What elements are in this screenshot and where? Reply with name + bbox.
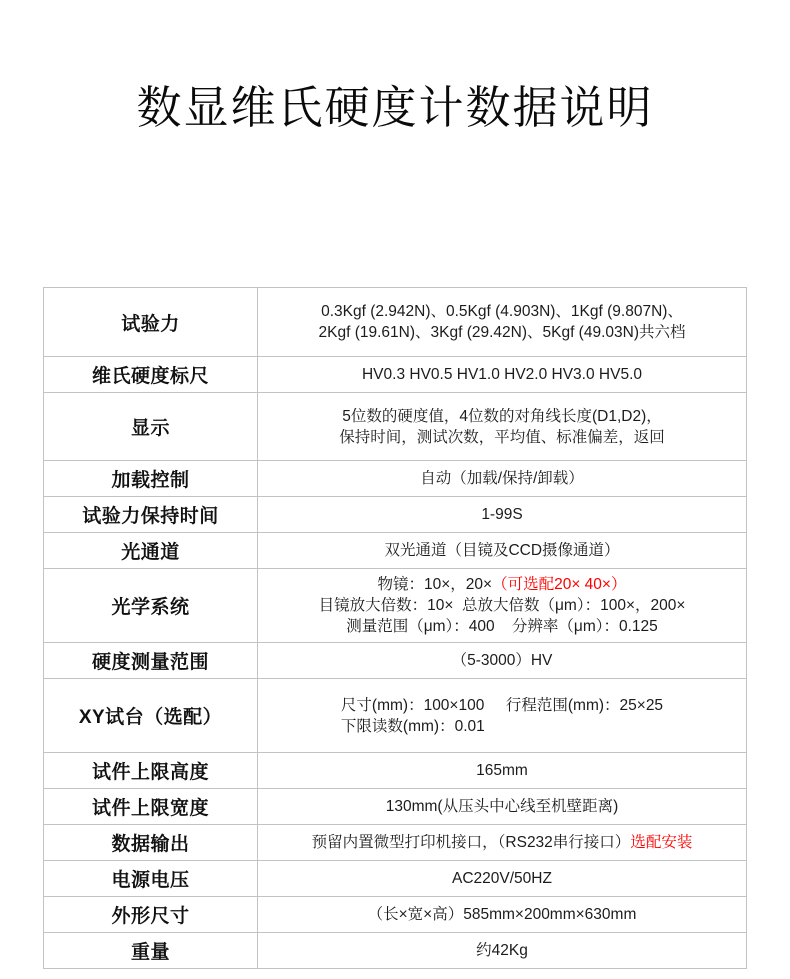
- spec-value: [258, 933, 746, 968]
- table-row: [44, 896, 746, 932]
- spec-label: 试件上限宽度: [44, 789, 258, 824]
- spec-label: 光通道: [44, 533, 258, 568]
- spec-label: 显示: [44, 393, 258, 460]
- table-row: [44, 824, 746, 860]
- page-title: 数显维氏硬度计数据说明: [136, 82, 654, 133]
- spec-value: [258, 569, 746, 642]
- spec-value-text: [319, 574, 686, 637]
- table-row: [44, 788, 746, 824]
- spec-value: [258, 897, 746, 932]
- spec-value-text: [312, 832, 693, 853]
- spec-label: 试验力: [44, 288, 258, 356]
- spec-label: 重量: [44, 933, 258, 968]
- spec-value: [258, 789, 746, 824]
- spec-value-segment: 预留内置微型打印机接口，（RS232串行接口）: [311, 834, 631, 851]
- spec-value-segment: （5-3000）HV: [451, 652, 553, 669]
- optional-config-highlight: （可选配20× 40×）: [492, 576, 627, 593]
- spec-value: [258, 533, 746, 568]
- spec-value-text: [384, 540, 619, 561]
- spec-value-segment: 自动（加载/保持/卸载）: [420, 470, 584, 487]
- spec-value-text: [339, 406, 665, 448]
- spec-value-segment: 下限读数(mm)：0.01: [340, 717, 485, 735]
- spec-value-text: [420, 468, 584, 489]
- table-row: [44, 288, 746, 356]
- spec-value-segment: 目镜放大倍数：10× 总放大倍数（μm）：100×，200×: [318, 597, 686, 614]
- spec-value: [258, 497, 746, 532]
- spec-value-segment: HV0.3 HV0.5 HV1.0 HV2.0 HV3.0 HV5.0: [361, 366, 642, 383]
- spec-sheet: [0, 82, 790, 979]
- table-row: [44, 532, 746, 568]
- spec-table: [43, 287, 747, 969]
- spec-value-segment: 保持时间，测试次数，平均值、标准偏差，返回: [339, 428, 665, 446]
- table-row: [44, 678, 746, 752]
- spec-label: 维氏硬度标尺: [44, 357, 258, 392]
- table-row: [44, 460, 746, 496]
- table-row: [44, 392, 746, 460]
- spec-label: 数据输出: [44, 825, 258, 860]
- spec-value-text: [368, 904, 637, 925]
- table-row: [44, 860, 746, 896]
- table-row: [44, 932, 746, 968]
- spec-value-segment: 2Kgf (19.61N)、3Kgf (29.42N)、5Kgf (49.03N)共六档: [318, 324, 686, 341]
- spec-value-text: [476, 940, 528, 961]
- spec-value-segment: 约42Kg: [476, 942, 528, 959]
- table-row: [44, 568, 746, 642]
- spec-value-segment: 双光通道（目镜及CCD摄像通道）: [384, 542, 620, 559]
- spec-value-segment: 0.3Kgf (2.942N)、0.5Kgf (4.903N)、1Kgf (9.807N)、: [321, 303, 683, 320]
- spec-value: [258, 357, 746, 392]
- spec-value-segment: 1-99S: [481, 506, 523, 523]
- spec-value-text: [476, 760, 528, 781]
- spec-value: [258, 679, 746, 752]
- spec-value-text: [481, 504, 522, 525]
- table-row: [44, 752, 746, 788]
- spec-label: 外形尺寸: [44, 897, 258, 932]
- spec-value: [258, 861, 746, 896]
- spec-value-text: [362, 364, 642, 385]
- spec-value-text: [452, 868, 552, 889]
- spec-value: [258, 461, 746, 496]
- spec-value: [258, 288, 746, 356]
- spec-value-segment: 5位数的硬度值，4位数的对角线长度(D1,D2)，: [342, 407, 662, 425]
- spec-value-segment: 测量范围（μm）：400 分辨率（μm）：0.125: [346, 618, 658, 635]
- spec-label: 加载控制: [44, 461, 258, 496]
- spec-value-text: [386, 796, 619, 817]
- spec-value-segment: 物镜：10×，20×: [377, 576, 493, 593]
- spec-value-text: [452, 650, 553, 671]
- table-row: [44, 642, 746, 678]
- spec-label: 试件上限高度: [44, 753, 258, 788]
- spec-value-segment: AC220V/50HZ: [452, 870, 552, 887]
- spec-value-segment: 尺寸(mm)：100×100 行程范围(mm)：25×25: [340, 696, 664, 714]
- spec-value: [258, 393, 746, 460]
- spec-value: [258, 753, 746, 788]
- spec-label: 光学系统: [44, 569, 258, 642]
- spec-value-text: [341, 695, 663, 737]
- spec-value: [258, 643, 746, 678]
- spec-value-segment: （长×宽×高）585mm×200mm×630mm: [367, 906, 637, 923]
- table-row: [44, 356, 746, 392]
- spec-value: [258, 825, 746, 860]
- spec-label: 硬度测量范围: [44, 643, 258, 678]
- spec-label: 试验力保持时间: [44, 497, 258, 532]
- spec-value-text: [319, 301, 686, 343]
- optional-config-highlight: 选配安装: [630, 834, 693, 851]
- spec-value-segment: 165mm: [476, 762, 528, 779]
- spec-value-segment: 130mm(从压头中心线至机壁距离): [385, 798, 619, 815]
- spec-label: XY试台（选配）: [44, 679, 258, 752]
- spec-label: 电源电压: [44, 861, 258, 896]
- table-row: [44, 496, 746, 532]
